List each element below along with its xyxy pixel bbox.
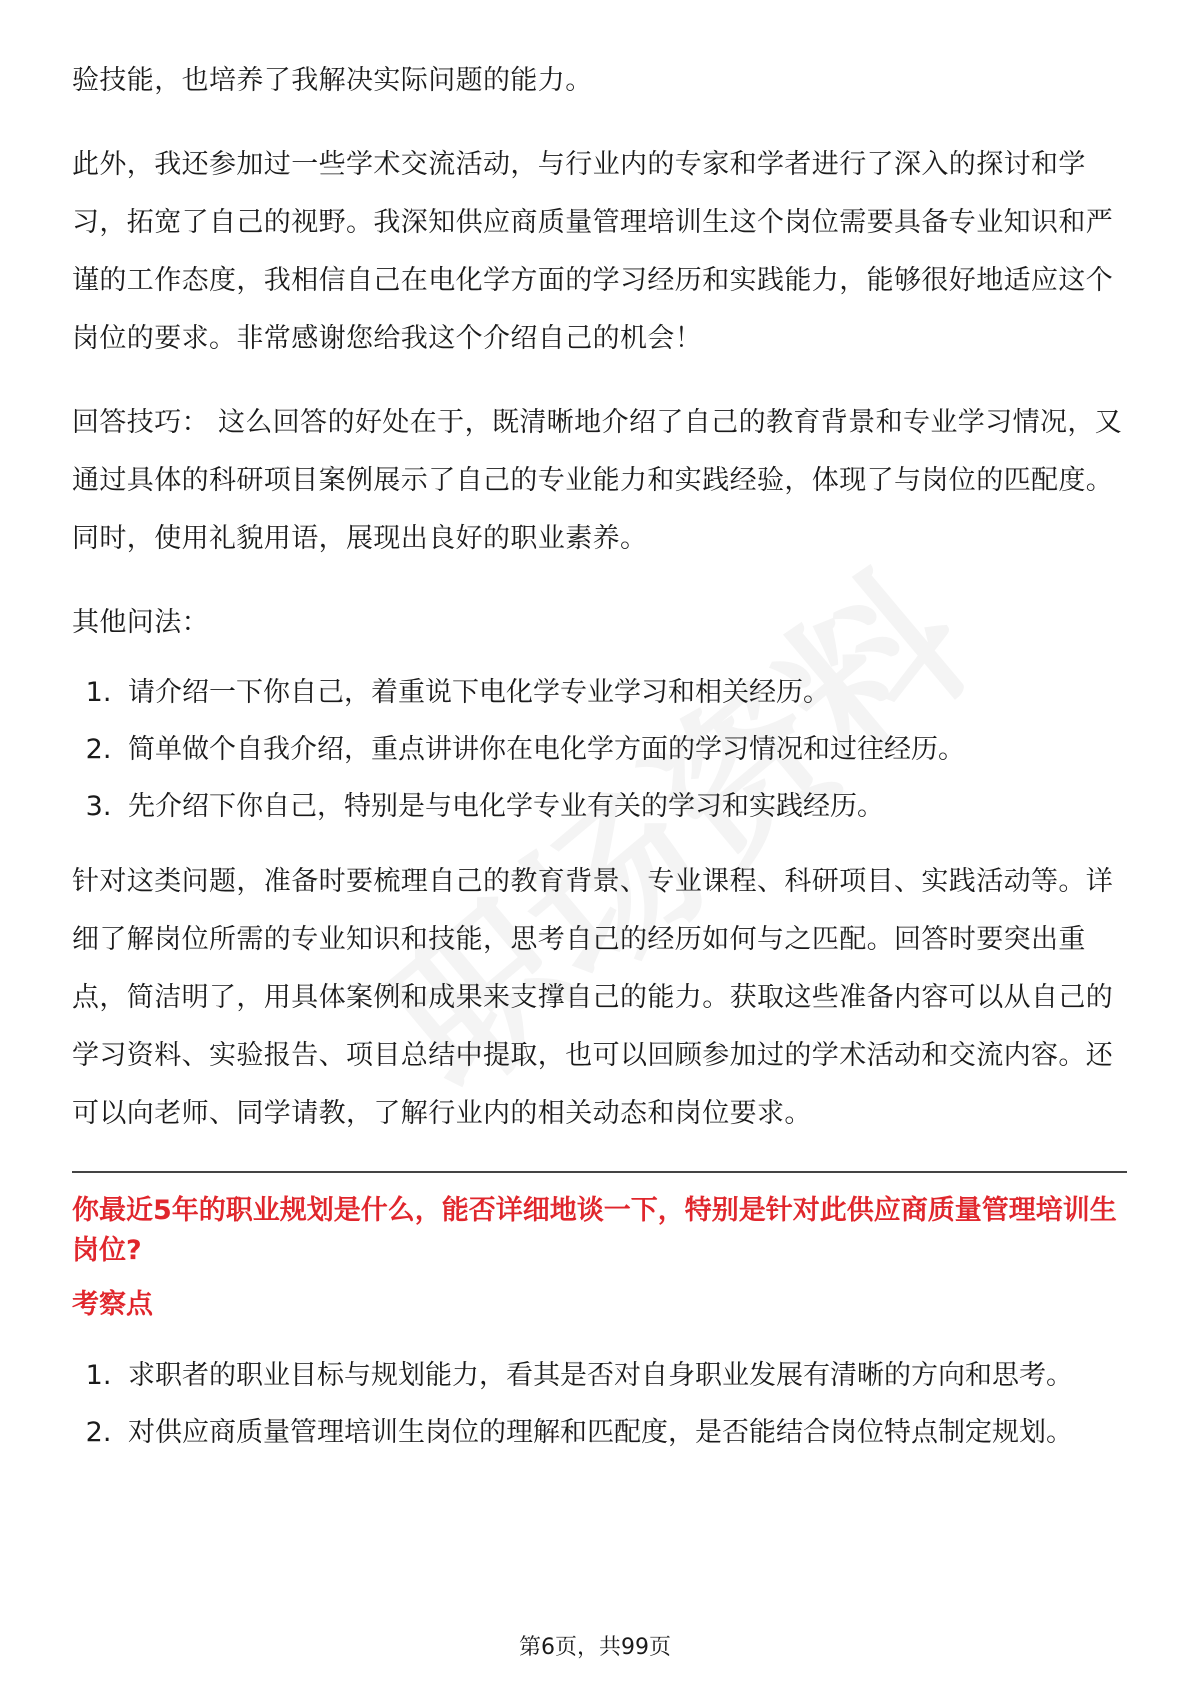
section-divider <box>72 1171 1127 1173</box>
paragraph-advice: 针对这类问题，准备时要梳理自己的教育背景、专业课程、科研项目、实践活动等。详细了解岗位所需的专业知识和技能，思考自己的经历如何与之匹配。回答时要突出重点，简洁明了，用具体案例和成果来支撑自己的能力。获取这些准备内容可以从自己的学习资料、实验报告、项目总结中提取，也可以回顾参加过的学术活动和交流内容。还可以向老师、同学请教，了解行业内的相关动态和岗位要求。 <box>72 866 1114 1129</box>
paragraph-answer-tips: 回答技巧： 这么回答的好处在于，既清晰地介绍了自己的教育背景和专业学习情况，又通过具体的科研项目案例展示了自己的专业能力和实践经验，体现了与岗位的匹配度。同时，使用礼貌用语，展现出良好的职业素养。 <box>72 407 1123 554</box>
paragraph-continuation: 验技能，也培养了我解决实际问题的能力。 <box>72 65 593 96</box>
list-item: 1. 求职者的职业目标与规划能力，看其是否对自身职业发展有清晰的方向和思考。 <box>120 1347 1127 1404</box>
paragraph-other-questions-label: 其他问法： <box>72 607 209 638</box>
assessment-points-list <box>72 1347 1127 1461</box>
list-item: 1. 请介绍一下你自己，着重说下电化学专业学习和相关经历。 <box>120 664 1127 721</box>
page-content <box>72 52 1127 1461</box>
list-item: 2. 对供应商质量管理培训生岗位的理解和匹配度，是否能结合岗位特点制定规划。 <box>120 1404 1127 1461</box>
list-item: 3. 先介绍下你自己，特别是与电化学专业有关的学习和实践经历。 <box>120 778 1127 835</box>
page-footer: 第6页，共99页 <box>519 1635 671 1660</box>
list-item: 2. 简单做个自我介绍，重点讲讲你在电化学方面的学习情况和过往经历。 <box>120 721 1127 778</box>
question-title: 你最近5年的职业规划是什么，能否详细地谈一下，特别是针对此供应商质量管理培训生岗位? <box>72 1195 1117 1266</box>
paragraph-academic-exchange: 此外，我还参加过一些学术交流活动，与行业内的专家和学者进行了深入的探讨和学习，拓宽了自己的视野。我深知供应商质量管理培训生这个岗位需要具备专业知识和严谨的工作态度，我相信自己在电化学方面的学习经历和实践能力，能够很好地适应这个岗位的要求。非常感谢您给我这个介绍自己的机会！ <box>72 149 1114 354</box>
section-subhead: 考察点 <box>72 1289 153 1320</box>
other-questions-list <box>72 664 1127 835</box>
